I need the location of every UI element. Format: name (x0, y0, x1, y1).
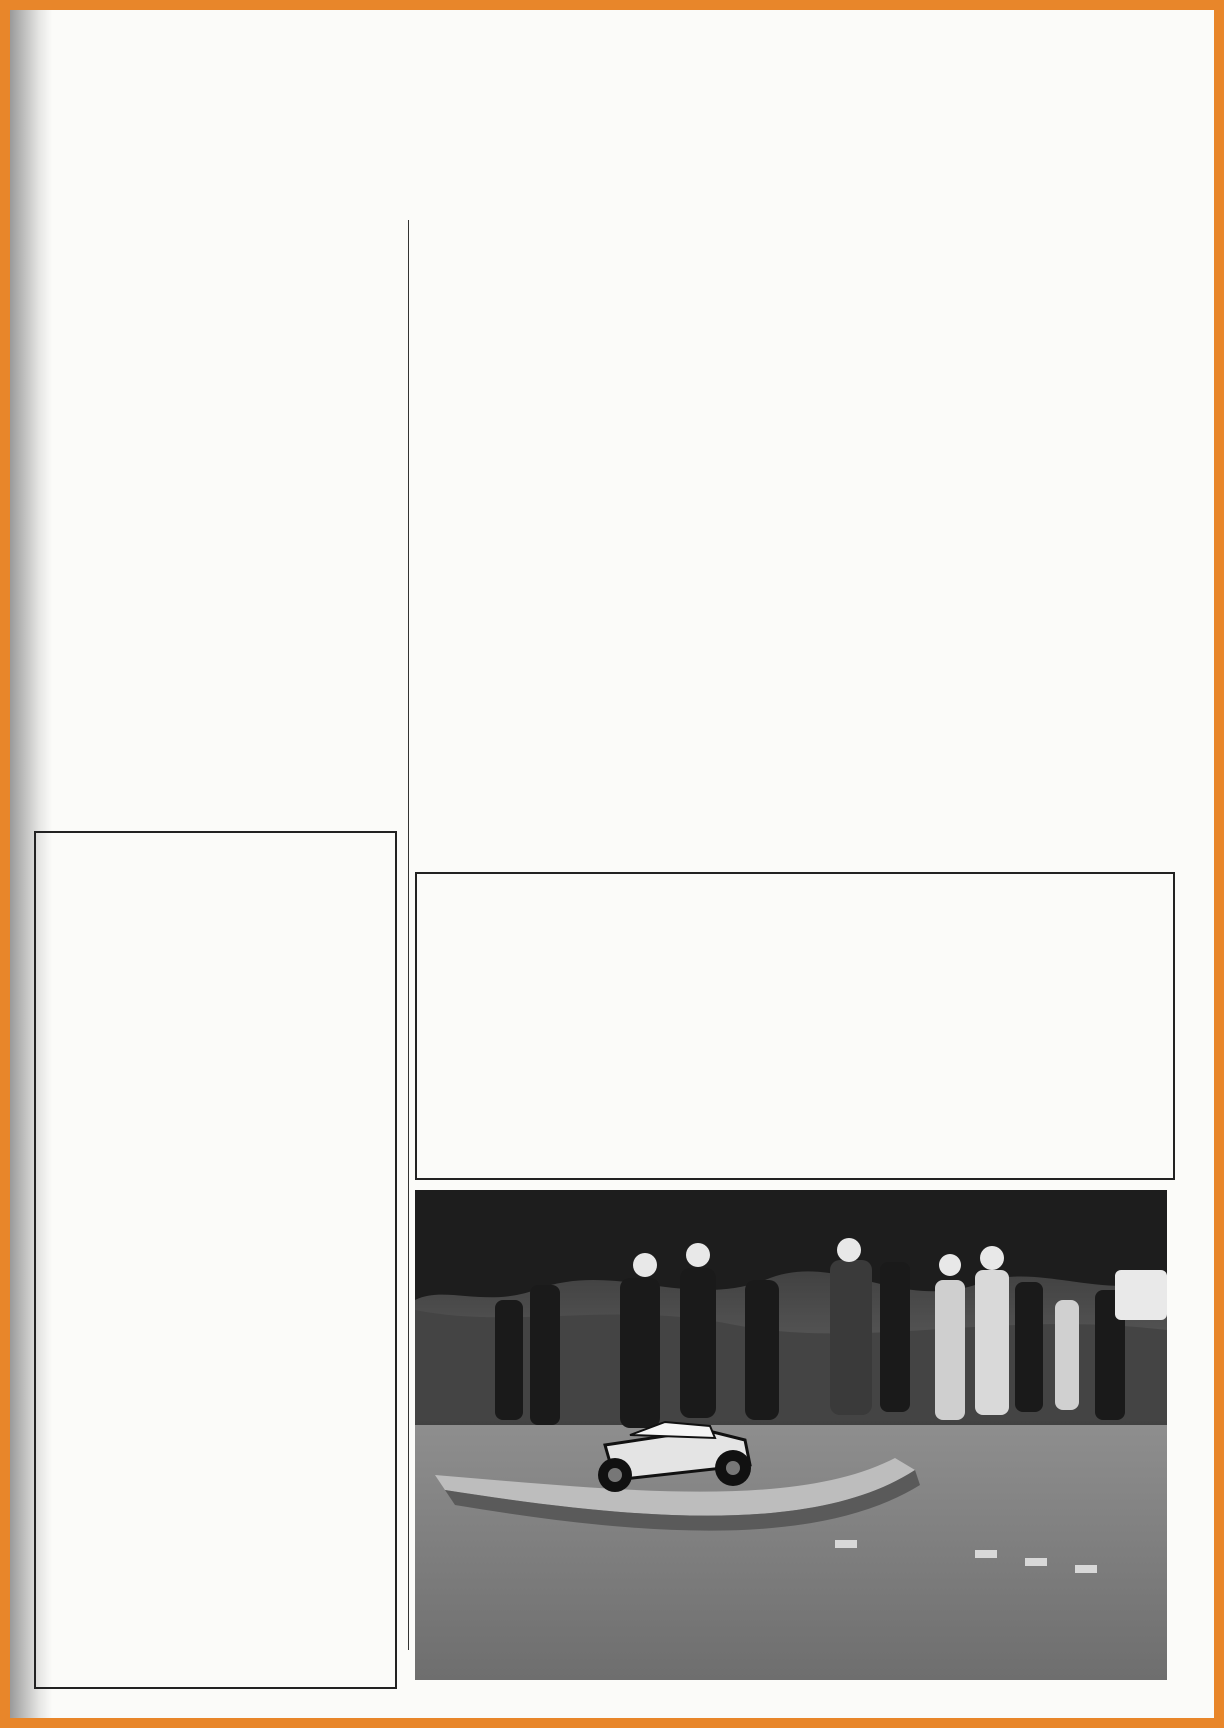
column-divider (408, 220, 409, 1650)
resultats-table (415, 872, 1175, 1180)
middle-column-text (417, 450, 779, 470)
race-photo-image (415, 1190, 1167, 1680)
magazine-page (10, 10, 1214, 1718)
race-photo (415, 1190, 1167, 1680)
derniere-minute-box (34, 831, 397, 1689)
